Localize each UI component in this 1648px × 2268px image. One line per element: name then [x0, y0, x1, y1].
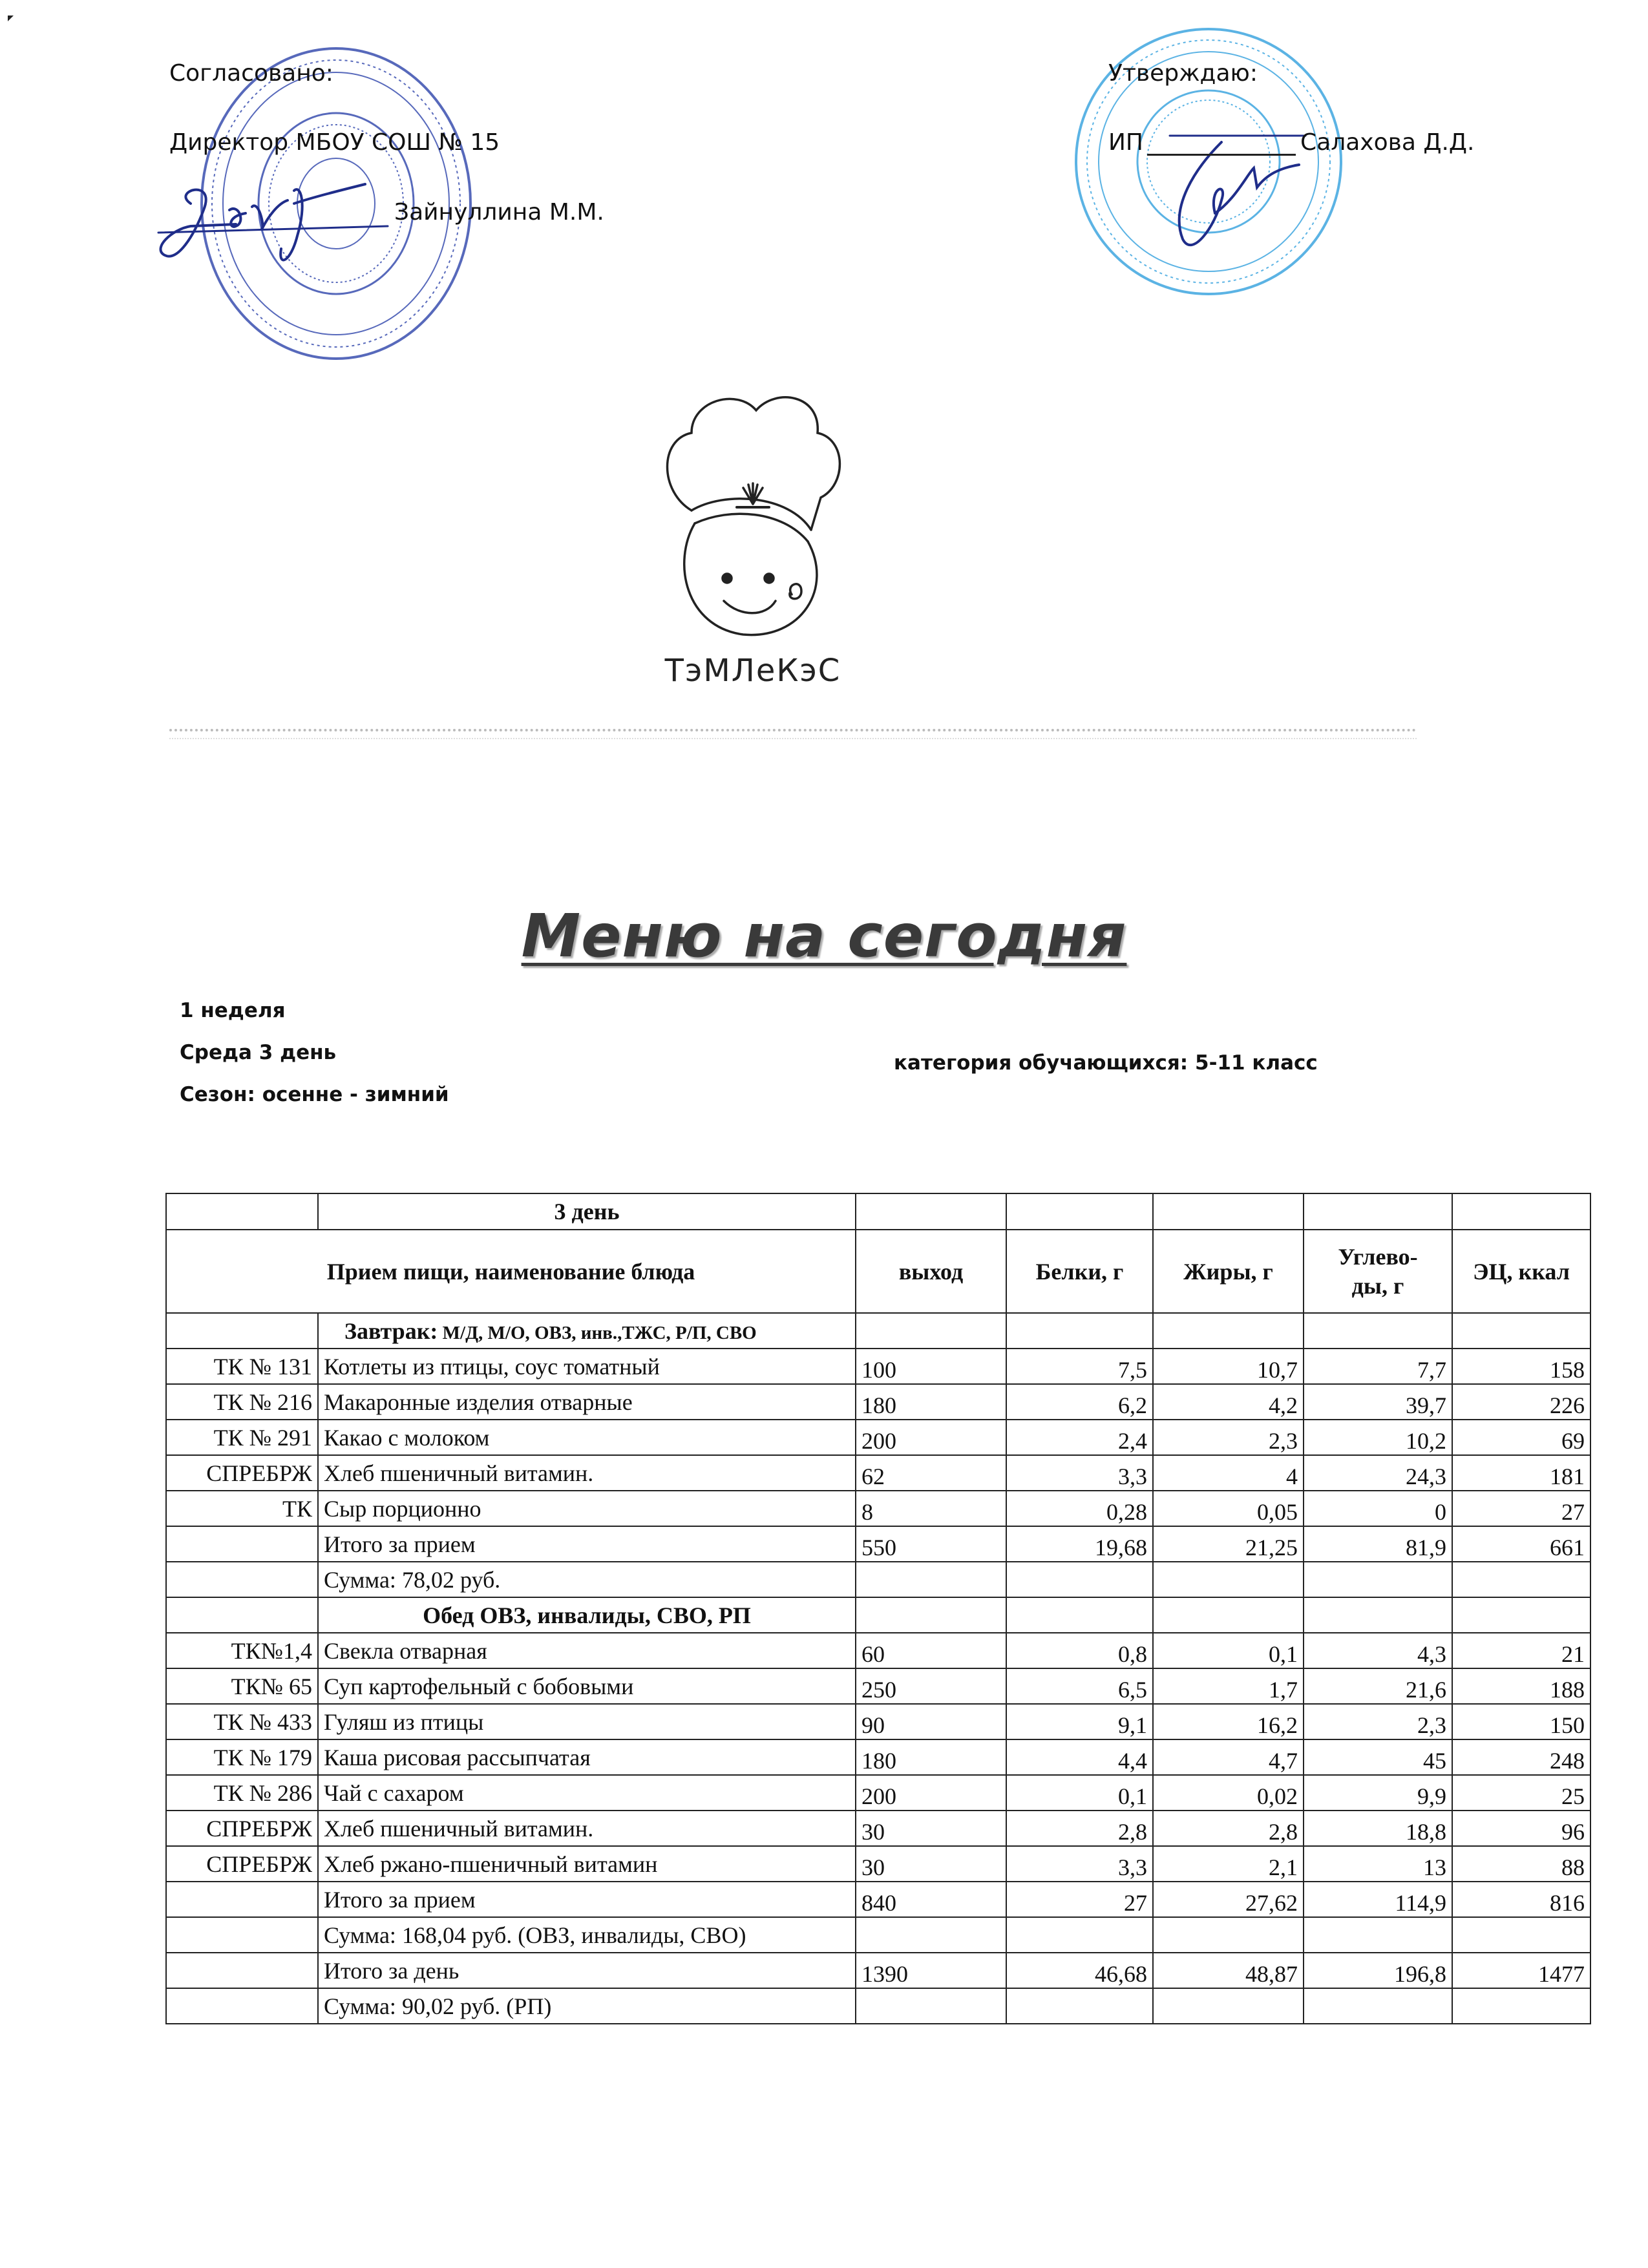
value-fat: 16,2 — [1153, 1704, 1304, 1739]
breakfast-total-row — [166, 1526, 1590, 1562]
empty-cell — [1304, 1597, 1452, 1633]
dish-name: Сыр порционно — [318, 1491, 856, 1526]
value-protein: 6,2 — [1006, 1384, 1153, 1420]
corner-mark — [8, 16, 14, 21]
value-protein: 3,3 — [1006, 1846, 1153, 1882]
week-label: 1 неделя — [180, 999, 286, 1022]
approve-label: Утверждаю: — [1108, 60, 1258, 87]
empty-cell — [166, 1917, 318, 1953]
value-fat: 0,1 — [1153, 1633, 1304, 1668]
value-energy: 21 — [1452, 1633, 1590, 1668]
table-row — [166, 1704, 1590, 1739]
empty-cell — [166, 1988, 318, 2024]
day-label: Среда 3 день — [180, 1041, 337, 1064]
sum-text: Сумма: 168,04 руб. (ОВЗ, инвалиды, СВО) — [318, 1917, 856, 1953]
section-title-sub: М/Д, М/О, ОВЗ, инв.,ТЖС, Р/П, СВО — [438, 1322, 757, 1343]
empty-cell — [1304, 1313, 1452, 1349]
header-empty-cell — [166, 1193, 318, 1230]
value-fat: 1,7 — [1153, 1668, 1304, 1704]
dish-name: Хлеб пшеничный витамин. — [318, 1455, 856, 1491]
table-row — [166, 1420, 1590, 1455]
table-row — [166, 1811, 1590, 1846]
day-total-row — [166, 1953, 1590, 1988]
value-fat: 4,2 — [1153, 1384, 1304, 1420]
lunch-sum-row — [166, 1917, 1590, 1953]
value-output: 840 — [856, 1882, 1006, 1917]
value-carbs: 21,6 — [1304, 1668, 1452, 1704]
empty-cell — [1452, 1562, 1590, 1597]
value-output: 1390 — [856, 1953, 1006, 1988]
value-protein: 6,5 — [1006, 1668, 1153, 1704]
empty-cell — [1452, 1313, 1590, 1349]
table-row — [166, 1739, 1590, 1775]
dish-code: СПРЕБРЖ — [166, 1455, 318, 1491]
empty-cell — [1006, 1597, 1153, 1633]
chef-logo — [646, 381, 860, 653]
empty-cell — [166, 1597, 318, 1633]
value-energy: 181 — [1452, 1455, 1590, 1491]
table-row — [166, 1349, 1590, 1384]
ip-sign-line — [1147, 154, 1296, 156]
value-carbs: 81,9 — [1304, 1526, 1452, 1562]
dish-name: Какао с молоком — [318, 1420, 856, 1455]
dish-name: Хлеб пшеничный витамин. — [318, 1811, 856, 1846]
empty-cell — [1304, 1988, 1452, 2024]
value-energy: 27 — [1452, 1491, 1590, 1526]
empty-cell — [1153, 1313, 1304, 1349]
value-carbs: 7,7 — [1304, 1349, 1452, 1384]
value-fat: 0,02 — [1153, 1775, 1304, 1811]
section-title-main: Завтрак: — [344, 1318, 438, 1344]
empty-cell — [1304, 1562, 1452, 1597]
table-row — [166, 1633, 1590, 1668]
value-protein: 0,28 — [1006, 1491, 1153, 1526]
ip-name: Салахова Д.Д. — [1300, 129, 1475, 156]
day-header: 3 день — [318, 1193, 856, 1230]
empty-cell — [1006, 1917, 1153, 1953]
value-fat: 2,8 — [1153, 1811, 1304, 1846]
table-row — [166, 1455, 1590, 1491]
value-protein: 19,68 — [1006, 1526, 1153, 1562]
value-fat: 21,25 — [1153, 1526, 1304, 1562]
value-output: 200 — [856, 1420, 1006, 1455]
dish-code: ТК № 216 — [166, 1384, 318, 1420]
value-energy: 150 — [1452, 1704, 1590, 1739]
director-name: Зайнуллина М.М. — [394, 199, 604, 226]
value-carbs: 114,9 — [1304, 1882, 1452, 1917]
value-energy: 96 — [1452, 1811, 1590, 1846]
empty-cell — [1452, 1917, 1590, 1953]
value-carbs: 39,7 — [1304, 1384, 1452, 1420]
value-energy: 188 — [1452, 1668, 1590, 1704]
value-energy: 248 — [1452, 1739, 1590, 1775]
day-sum-row — [166, 1988, 1590, 2024]
value-protein: 0,1 — [1006, 1775, 1153, 1811]
value-output: 60 — [856, 1633, 1006, 1668]
dish-name: Макаронные изделия отварные — [318, 1384, 856, 1420]
dish-name: Гуляш из птицы — [318, 1704, 856, 1739]
empty-cell — [1153, 1562, 1304, 1597]
table-row — [166, 1846, 1590, 1882]
value-fat: 0,05 — [1153, 1491, 1304, 1526]
col-header-carbs — [1304, 1230, 1452, 1313]
value-energy: 158 — [1452, 1349, 1590, 1384]
value-carbs: 24,3 — [1304, 1455, 1452, 1491]
col-header-dish: Прием пищи, наименование блюда — [166, 1230, 856, 1313]
dish-code: ТК — [166, 1491, 318, 1526]
empty-cell — [1006, 1988, 1153, 2024]
dish-name: Итого за день — [318, 1953, 856, 1988]
breakfast-heading-title — [318, 1313, 856, 1349]
empty-cell — [1006, 1562, 1153, 1597]
empty-cell — [1452, 1597, 1590, 1633]
value-output: 180 — [856, 1739, 1006, 1775]
breakfast-heading — [166, 1313, 1590, 1349]
empty-cell — [1153, 1597, 1304, 1633]
separator-line — [169, 729, 1417, 739]
value-energy: 25 — [1452, 1775, 1590, 1811]
lunch-heading-title: Обед ОВЗ, инвалиды, СВО, РП — [318, 1597, 856, 1633]
dish-name: Итого за прием — [318, 1882, 856, 1917]
table-row — [166, 1668, 1590, 1704]
dish-name: Суп картофельный с бобовыми — [318, 1668, 856, 1704]
value-protein: 46,68 — [1006, 1953, 1153, 1988]
breakfast-sum-row — [166, 1562, 1590, 1597]
ip-signature — [1144, 129, 1312, 265]
dish-code: ТК № 131 — [166, 1349, 318, 1384]
value-output: 90 — [856, 1704, 1006, 1739]
sum-text: Сумма: 78,02 руб. — [318, 1562, 856, 1597]
value-fat: 4,7 — [1153, 1739, 1304, 1775]
value-output: 62 — [856, 1455, 1006, 1491]
value-output: 200 — [856, 1775, 1006, 1811]
value-carbs: 4,3 — [1304, 1633, 1452, 1668]
value-carbs: 9,9 — [1304, 1775, 1452, 1811]
value-output: 30 — [856, 1811, 1006, 1846]
value-output: 550 — [856, 1526, 1006, 1562]
dish-name: Чай с сахаром — [318, 1775, 856, 1811]
agreed-label: Согласовано: — [169, 60, 333, 87]
lunch-total-row — [166, 1882, 1590, 1917]
value-output: 8 — [856, 1491, 1006, 1526]
table-row — [166, 1491, 1590, 1526]
col-header-carbs-text: Углево- ды, г — [1338, 1243, 1418, 1299]
lunch-heading — [166, 1597, 1590, 1633]
value-energy: 226 — [1452, 1384, 1590, 1420]
value-fat: 4 — [1153, 1455, 1304, 1491]
empty-cell — [166, 1882, 318, 1917]
table-row — [166, 1384, 1590, 1420]
page-title: Меню на сегодня — [521, 901, 1127, 971]
empty-cell — [1006, 1313, 1153, 1349]
category-label: категория обучающихся: 5-11 класс — [894, 1051, 1318, 1075]
dish-code: ТК № 291 — [166, 1420, 318, 1455]
dish-code: ТК№1,4 — [166, 1633, 318, 1668]
value-fat: 2,1 — [1153, 1846, 1304, 1882]
value-carbs: 10,2 — [1304, 1420, 1452, 1455]
empty-cell — [856, 1917, 1006, 1953]
empty-cell — [1153, 1917, 1304, 1953]
value-carbs: 18,8 — [1304, 1811, 1452, 1846]
col-header-output: выход — [856, 1230, 1006, 1313]
empty-cell — [856, 1597, 1006, 1633]
empty-cell — [1153, 1988, 1304, 2024]
value-output: 250 — [856, 1668, 1006, 1704]
value-energy: 69 — [1452, 1420, 1590, 1455]
dish-code: ТК № 286 — [166, 1775, 318, 1811]
value-carbs: 13 — [1304, 1846, 1452, 1882]
dish-name: Хлеб ржано-пшеничный витамин — [318, 1846, 856, 1882]
dish-code: ТК№ 65 — [166, 1668, 318, 1704]
empty-cell — [1304, 1917, 1452, 1953]
value-protein: 2,8 — [1006, 1811, 1153, 1846]
empty-cell — [856, 1988, 1006, 2024]
empty-cell — [856, 1562, 1006, 1597]
value-protein: 3,3 — [1006, 1455, 1153, 1491]
value-fat: 2,3 — [1153, 1420, 1304, 1455]
logo-brand: ТэМЛеКэС — [664, 653, 841, 689]
value-energy: 88 — [1452, 1846, 1590, 1882]
value-carbs: 0 — [1304, 1491, 1452, 1526]
empty-cell — [1452, 1988, 1590, 2024]
table-row — [166, 1775, 1590, 1811]
value-carbs: 196,8 — [1304, 1953, 1452, 1988]
dish-name: Котлеты из птицы, соус томатный — [318, 1349, 856, 1384]
value-protein: 27 — [1006, 1882, 1153, 1917]
sum-text: Сумма: 90,02 руб. (РП) — [318, 1988, 856, 2024]
value-protein: 2,4 — [1006, 1420, 1153, 1455]
value-protein: 0,8 — [1006, 1633, 1153, 1668]
col-header-fat: Жиры, г — [1153, 1230, 1304, 1313]
dish-code: ТК № 179 — [166, 1739, 318, 1775]
empty-cell — [166, 1953, 318, 1988]
value-fat: 27,62 — [1153, 1882, 1304, 1917]
value-fat: 48,87 — [1153, 1953, 1304, 1988]
col-header-energy: ЭЦ, ккал — [1452, 1230, 1590, 1313]
value-protein: 7,5 — [1006, 1349, 1153, 1384]
director-label: Директор МБОУ СОШ № 15 — [169, 129, 500, 156]
value-fat: 10,7 — [1153, 1349, 1304, 1384]
empty-cell — [166, 1313, 318, 1349]
director-signature — [132, 165, 404, 275]
col-header-protein: Белки, г — [1006, 1230, 1153, 1313]
dish-code: СПРЕБРЖ — [166, 1811, 318, 1846]
value-carbs: 2,3 — [1304, 1704, 1452, 1739]
value-output: 30 — [856, 1846, 1006, 1882]
season-label: Сезон: осенне - зимний — [180, 1083, 449, 1106]
dish-code: ТК № 433 — [166, 1704, 318, 1739]
menu-table — [165, 1193, 1591, 2024]
ip-label: ИП — [1108, 129, 1143, 156]
dish-name: Каша рисовая рассыпчатая — [318, 1739, 856, 1775]
dish-code: СПРЕБРЖ — [166, 1846, 318, 1882]
value-protein: 9,1 — [1006, 1704, 1153, 1739]
value-carbs: 45 — [1304, 1739, 1452, 1775]
empty-cell — [166, 1526, 318, 1562]
empty-cell — [166, 1562, 318, 1597]
dish-name: Свекла отварная — [318, 1633, 856, 1668]
value-output: 100 — [856, 1349, 1006, 1384]
value-energy: 1477 — [1452, 1953, 1590, 1988]
value-energy: 816 — [1452, 1882, 1590, 1917]
value-protein: 4,4 — [1006, 1739, 1153, 1775]
dish-name: Итого за прием — [318, 1526, 856, 1562]
value-output: 180 — [856, 1384, 1006, 1420]
value-energy: 661 — [1452, 1526, 1590, 1562]
empty-cell — [856, 1313, 1006, 1349]
